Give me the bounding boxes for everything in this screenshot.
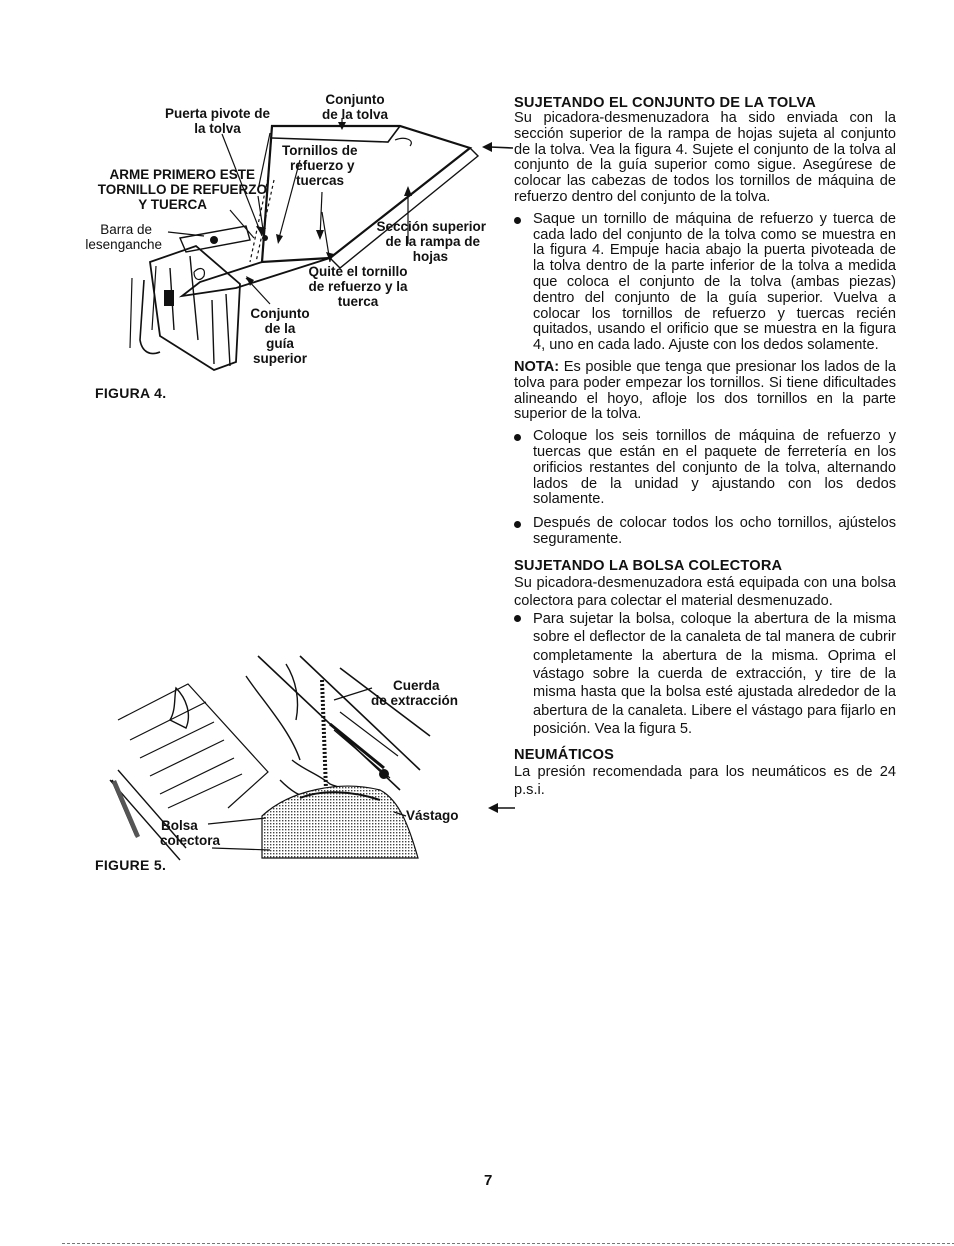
label-quite-tornillo: Quite el tornillo de refuerzo y la tuerca <box>308 264 408 309</box>
label-seccion-superior: Sección superior de la rampa de hojas <box>376 219 486 264</box>
collection-bag-illustration <box>0 640 500 880</box>
label-tornillos-refuerzo: Tornillos de refuerzo y tuercas <box>282 143 358 188</box>
figure-4 <box>0 0 500 400</box>
label-bolsa-colectora: Bolsa colectora <box>160 818 221 848</box>
tolva-bullet-2: Coloque los seis tornillos de máquina de refuerzo y tuercas que están en el paquete de ferretería en los orificios restantes del conjunto de la tolva, alternando lados de la unidad y ajustando con los dedos solamente. <box>514 429 896 508</box>
figure-5 <box>0 640 500 880</box>
text-column <box>514 95 896 799</box>
label-arme-primero: ARME PRIMERO ESTE TORNILLO DE REFUERZO Y TUERCA <box>97 167 267 212</box>
tolva-bullet-3: Después de colocar todos los ocho tornillos, ajústelos seguramente. <box>514 516 896 548</box>
bullet-icon <box>514 217 521 224</box>
label-conjunto-tolva: Conjunto de la tolva <box>321 92 389 122</box>
heading-tolva: SUJETANDO EL CONJUNTO DE LA TOLVA <box>514 95 817 111</box>
bullet-icon <box>514 521 521 528</box>
tolva-note: NOTA: Es posible que tenga que presionar los lados de la tolva para poder empezar los tornillos. Si tiene dificultades alineando el hoyo, afloje los dos tornillos en la parte superior de la tolva. <box>514 358 896 423</box>
heading-bolsa: SUJETANDO LA BOLSA COLECTORA <box>514 557 783 574</box>
margin-arrow-2 <box>486 801 516 815</box>
tolva-bullet-1: Saque un tornillo de máquina de refuerzo y tuerca de cada lado del conjunto de la tolva como se muestra en la figura 4. Empuje hacia abajo la puerta pivoteada de la tolva dentro de la parte inferior de la tolva a medida que coloca el conjunto de la tolva (ambas piezas) dentro del conjunto de la guía superior. Vuelva a colocar los tornillos de refuerzo y tuercas recién quitados, usando el orificio que se muestra en la figura 4, uno en cada lado. Ajuste con los dedos solamente. <box>514 212 896 354</box>
bullet-icon <box>514 434 521 441</box>
figure-4-caption: FIGURA 4. <box>95 385 167 401</box>
heading-neumaticos: NEUMÁTICOS <box>514 746 615 763</box>
label-conjunto-guia: Conjunto de la guía superior <box>250 306 310 366</box>
bolsa-intro: Su picadora-desmenuzadora está equipada con una bolsa colectora para colectar el material desmenuzado. <box>514 574 896 609</box>
figure-5-caption: FIGURE 5. <box>95 857 167 873</box>
tolva-intro: Su picadora-desmenuzadora ha sido enviada con la sección superior de la rampa de hojas sujeta al conjunto de la tolva. Vea la figura 4. Sujete el conjunto de la tolva al conjunto de la guía superior como sigue. Asegúrese de colocar las cabezas de todos los tornillos de máquina de refuerzo dentro del conjunto de la tolva. <box>514 110 896 205</box>
label-barra-desenganche: Barra de lesenganche <box>85 222 162 252</box>
scan-edge-line <box>62 1243 954 1244</box>
label-puerta-pivote: Puerta pivote de la tolva <box>164 106 271 136</box>
margin-arrow-1 <box>480 140 514 154</box>
label-vastago: Vástago <box>406 808 459 823</box>
neumaticos-text: La presión recomendada para los neumáticos es de 24 p.s.i. <box>514 763 896 798</box>
label-cuerda-extraccion: Cuerda de extracción <box>371 678 459 708</box>
bolsa-bullet-1: Para sujetar la bolsa, coloque la abertura de la misma sobre el deflector de la canaleta de tal manera de cubrir completamente la abertura de la misma. Oprima el vástago sobre la cuerda de extracción, y tire de la misma hasta que la bolsa esté ajustada alrededor de la abertura de la canaleta. Libere el vástago para fijarlo en posición. Vea la figura 5. <box>514 610 896 739</box>
bullet-icon <box>514 615 521 622</box>
page-number: 7 <box>484 1172 493 1189</box>
